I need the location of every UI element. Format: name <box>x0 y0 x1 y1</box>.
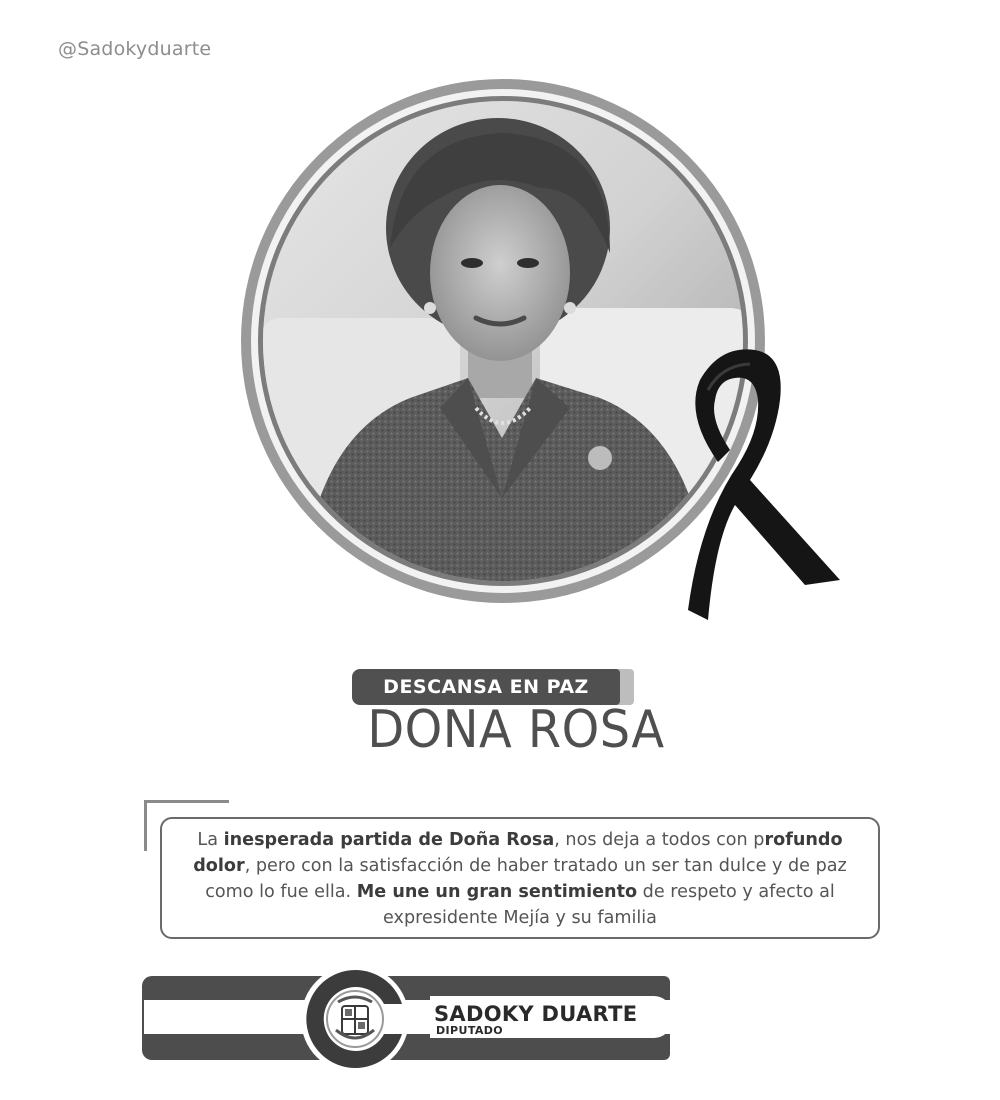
mourning-ribbon-icon <box>660 340 850 630</box>
signature-role: DIPUTADO <box>436 1024 504 1037</box>
social-handle: @Sadokyduarte <box>58 38 212 60</box>
condolence-message <box>160 817 880 939</box>
signature-name: SADOKY DUARTE <box>434 1002 638 1026</box>
message-segment: , pero con la satisfacción de haber tratado un ser tan dulce y de paz como lo fue ella. <box>205 856 847 902</box>
signature-banner <box>140 972 680 1064</box>
message-segment: , nos deja a todos con p <box>554 830 765 850</box>
honoree-name: DOÑA ROSA <box>367 700 665 760</box>
message-segment-bold: rofundo dolor <box>193 830 843 876</box>
rest-in-peace-text: DESCANSA EN PAZ <box>352 669 620 705</box>
message-segment-bold: inesperada partida de Doña Rosa <box>223 830 555 850</box>
dominican-coat-of-arms-icon <box>300 964 410 1074</box>
message-segment: de respeto y afecto al expresidente Mejía y su familia <box>383 882 835 928</box>
message-segment: La <box>197 830 224 850</box>
message-segment-bold: Me une un gran sentimiento <box>356 882 638 902</box>
